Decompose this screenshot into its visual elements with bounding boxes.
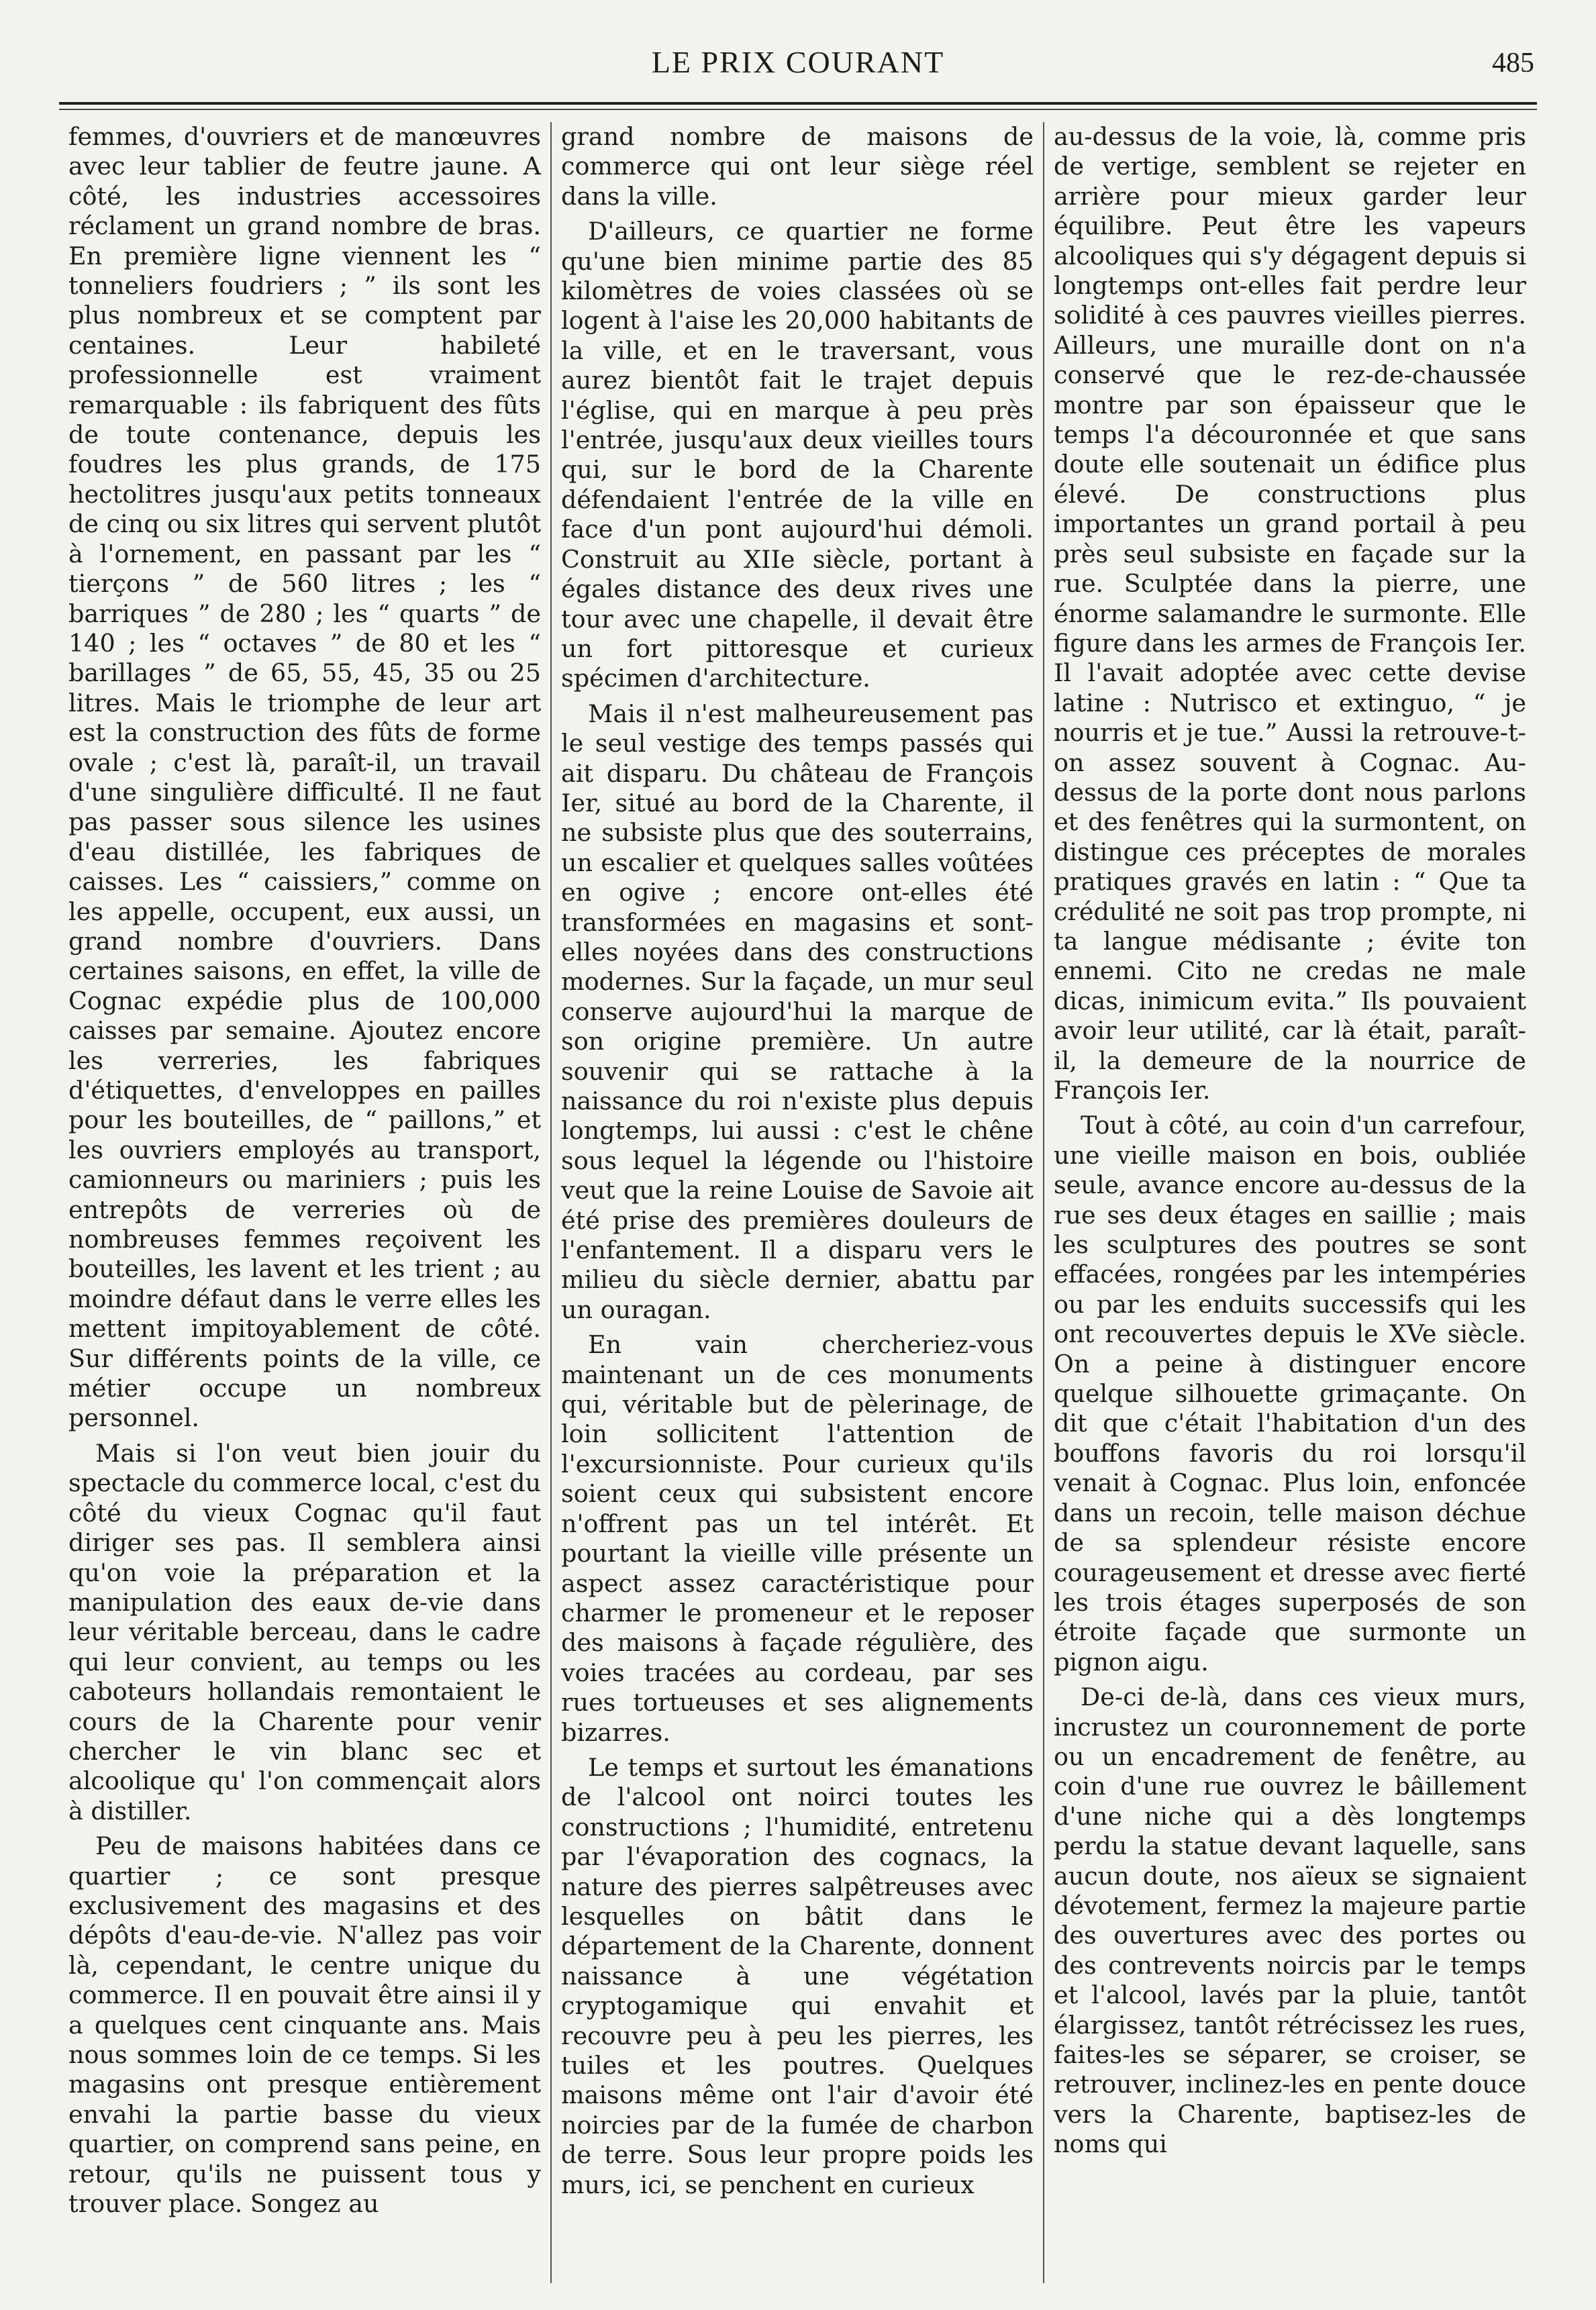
paragraph: Le temps et surtout les émanations de l'alcool ont noirci toutes les constructions ; l'humidité, entretenu par l'évaporation des cognacs, la nature des pierres salpêtreuses avec lesquelles on bâtit dans le département de la Charente, donnent naissance à une végétation cryptogamique qui envahit et recouvre peu à peu les pierres, les tuiles et les poutres. Quelques maisons même ont l'air d'avoir été noircies par de la fumée de charbon de terre. Sous leur propre poids les murs, ici, se penchent en curieux	[561, 1752, 1034, 2199]
header-rule-thick	[59, 102, 1537, 105]
paragraph: Peu de maisons habitées dans ce quartier ; ce sont presque exclusivement des magasins et des dépôts d'eau-de-vie. N'allez pas voir là, cependant, le centre unique du commerce. Il en pouvait être ainsi il y a quelques cent cinquante ans. Mais nous sommes loin de ce temps. Si les magasins ont presque entièrement envahi la partie basse du vieux quartier, on comprend sans peine, en retour, qu'ils ne puissent tous y trouver place. Songez au	[68, 1831, 541, 2219]
page-header	[0, 42, 1596, 95]
paragraph: femmes, d'ouvriers et de manœuvres avec leur tablier de feutre jaune. A côté, les industries accessoires réclament un grand nombre de bras. En première ligne viennent les “ tonneliers foudriers ; ” ils sont les plus nombreux et se comptent par centaines. Leur habileté professionnelle est vraiment remarquable : ils fabriquent des fûts de toute contenance, depuis les foudres les plus grands, de 175 hectolitres jusqu'aux petits tonneaux de cinq ou six litres qui servent plutôt à l'ornement, en passant par les “ tierçons ” de 560 litres ; les “ barriques ” de 280 ; les “ quarts ” de 140 ; les “ octaves ” de 80 et les “ barillages ” de 65, 55, 45, 35 ou 25 litres. Mais le triomphe de leur art est la construction des fûts de forme ovale ; c'est là, paraît-il, un travail d'une singulière difficulté. Il ne faut pas passer sous silence les usines d'eau distillée, les fabriques de caisses. Les “ caissiers,” comme on les appelle, occupent, eux aussi, un grand nombre d'ouvriers. Dans certaines saisons, en effet, la ville de Cognac expédie plus de 100,000 caisses par semaine. Ajoutez encore les verreries, les fabriques d'étiquettes, d'enveloppes en pailles pour les bouteilles, de “ paillons,” et les ouvriers employés au transport, camionneurs ou mariniers ; puis les entrepôts de verreries où de nombreuses femmes reçoivent les bouteilles, les lavent et les trient ; au moindre défaut dans le verre elles les mettent impitoyablement de côté. Sur différents points de la ville, ce métier occupe un nombreux personnel.	[68, 122, 542, 1433]
paragraph: Mais si l'on veut bien jouir du spectacle du commerce local, c'est du côté du vieux Cognac qu'il faut diriger ses pas. Il semblera ainsi qu'on voie la préparation et la manipulation des eaux de-vie dans leur véritable berceau, dans le cadre qui leur convient, au temps ou les caboteurs hollandais remontaient le cours de la Charente pour venir chercher le vin blanc sec et alcoolique qu' l'on commençait alors à distiller.	[68, 1438, 541, 1825]
page-number: 485	[1492, 48, 1534, 79]
column-3	[1044, 122, 1536, 2283]
paragraph: au-dessus de la voie, là, comme pris de vertige, semblent se rejeter en arrière pour mieux garder leur équilibre. Peut être les vapeurs alcooliques qui s'y dégagent depuis si longtemps ont-elles fait perdre leur solidité à ces pauvres vieilles pierres. Ailleurs, une muraille dont on n'a conservé que le rez-de-chaussée montre par son épaisseur que le temps l'a découronnée et que sans doute elle soutenait un édifice plus élevé. De constructions plus importantes un grand portail à peu près seul subsiste en façade sur la rue. Sculptée dans la pierre, une énorme salamandre le surmonte. Elle figure dans les armes de François Ier. Il l'avait adoptée avec cette devise latine : Nutrisco et extinguo, “ je nourris et je tue.” Aussi la retrouve-t-on assez souvent à Cognac. Au-dessus de la porte dont nous parlons et des fenêtres qui la surmontent, on distingue ces préceptes de morales pratiques gravés en latin : “ Que ta crédulité ne soit pas trop prompte, ni ta langue médisante ; évite ton ennemi. Cito ne credas ne male dicas, inimicum evita.” Ils pouvaient avoir leur utilité, car là était, paraît-il, la demeure de la nourrice de François Ier.	[1054, 122, 1526, 1105]
paragraph: En vain chercheriez-vous maintenant un de ces monuments qui, véritable but de pèlerinage, de loin sollicitent l'attention de l'excursionniste. Pour curieux qu'ils soient ceux qui subsistent encore n'offrent pas un tel intérêt. Et pourtant la vieille ville présente un aspect assez caractéristique pour charmer le promeneur et le reposer des maisons à façade régulière, des voies tracées au cordeau, par ses rues tortueuses et ses alignements bizarres.	[561, 1330, 1034, 1747]
column-1	[59, 122, 550, 2283]
paragraph: Mais il n'est malheureusement pas le seul vestige des temps passés qui ait disparu. Du château de François Ier, situé au bord de la Charente, il ne subsiste plus que des souterrains, un escalier et quelques salles voûtées en ogive ; encore ont-elles été transformées en magasins et sont-elles noyées dans des constructions modernes. Sur la façade, un mur seul conserve aujourd'hui la marque de son origine première. Un autre souvenir qui se rattache à la naissance du roi n'existe plus depuis longtemps, lui aussi : c'est le chêne sous lequel la légende ou l'histoire veut que la reine Louise de Savoie ait été prise des premières douleurs de l'enfantement. Il a disparu vers le milieu du siècle dernier, abattu par un ouragan.	[561, 699, 1034, 1324]
running-title: LE PRIX COURANT	[651, 45, 945, 79]
column-2	[552, 122, 1043, 2283]
paragraph: De-ci de-là, dans ces vieux murs, incrustez un couronnement de porte ou un encadrement de fenêtre, au coin d'une rue ouvrez le bâillement d'une niche qui a dès longtemps perdu la statue devant laquelle, sans aucun doute, nos aïeux se signaient dévotement, fermez la majeure partie des ouvertures avec des portes ou des contrevents noircis par le temps et l'alcool, lavés par la pluie, tantôt élargissez, tantôt rétrécissez les rues, faites-les se séparer, se croiser, se retrouver, inclinez-les en pente douce vers la Charente, baptisez-les de noms qui	[1054, 1683, 1526, 2159]
paragraph: Tout à côté, au coin d'un carrefour, une vieille maison en bois, oubliée seule, avance encore au-dessus de la rue ses deux étages en saillie ; mais les sculptures des poutres se sont effacées, rongées par les intempéries ou par les enduits successifs qui les ont recouvertes depuis le XVe siècle. On a peine à distinguer encore quelque silhouette grimaçante. On dit que c'était l'habitation d'un des bouffons favoris du roi lorsqu'il venait à Cognac. Plus loin, enfoncée dans un recoin, telle maison déchue de sa splendeur résiste encore courageusement et dresse avec fierté les trois étages superposés de son étroite façade que surmonte un pignon aigu.	[1054, 1111, 1526, 1676]
text-columns	[59, 122, 1536, 2283]
header-rule-thin	[59, 109, 1537, 110]
paragraph: grand nombre de maisons de commerce qui ont leur siège réel dans la ville.	[561, 122, 1034, 211]
paragraph: D'ailleurs, ce quartier ne forme qu'une bien minime partie des 85 kilomètres de voies classées où se logent à l'aise les 20,000 habitants de la ville, et en le traversant, vous aurez bientôt fait le trajet depuis l'église, qui en marque à peu près l'entrée, jusqu'aux deux vieilles tours qui, sur le bord de la Charente défendaient l'entrée de la ville en face d'un pont aujourd'hui démoli. Construit au XIIe siècle, portant à égales distance des deux rives une tour avec une chapelle, il devait être un fort pittoresque et curieux spécimen d'architecture.	[561, 217, 1034, 693]
